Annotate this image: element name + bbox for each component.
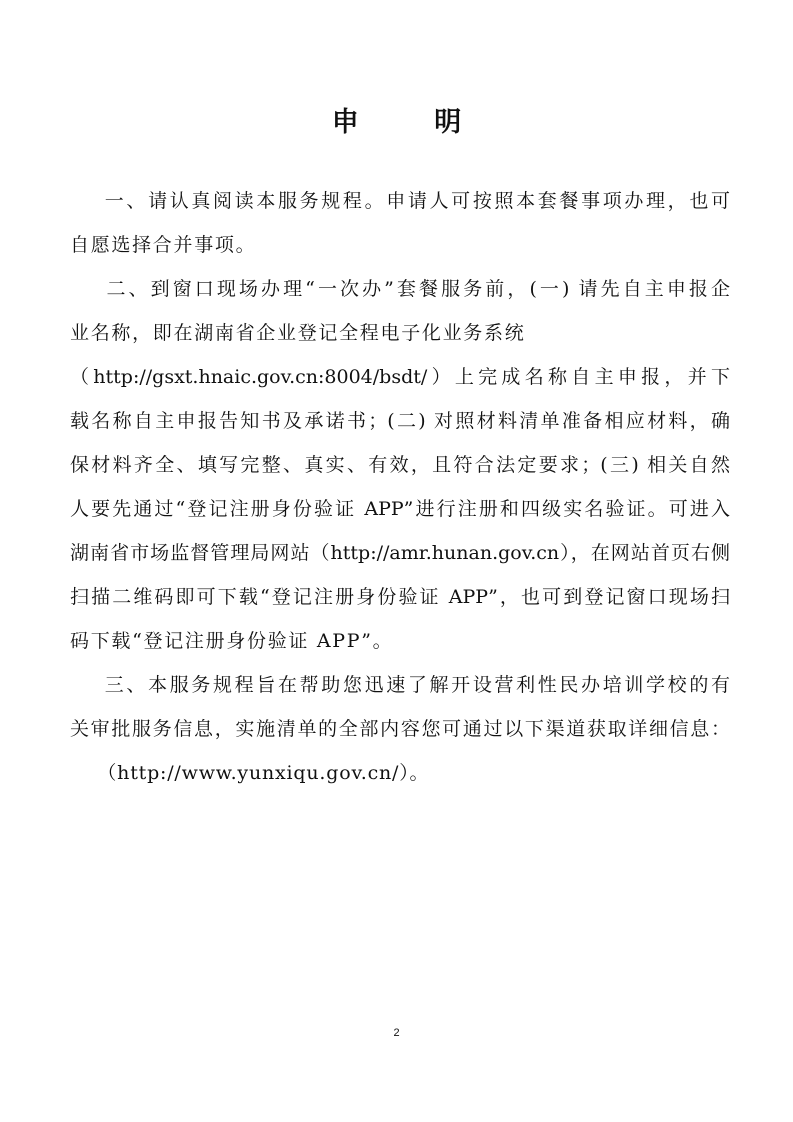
paragraph-2-line-1: 二、到窗口现场办理“一次办”套餐服务前，(一) 请先自主申报企 [70, 278, 730, 300]
paragraph-2-line-8: 扫描二维码即可下载“登记注册身份验证 APP”，也可到登记窗口现场扫 [70, 586, 730, 608]
paragraph-2-line-6: 人要先通过“登记注册身份验证 APP”进行注册和四级实名验证。可进入 [70, 498, 730, 520]
paragraph-2-line-2: 业名称，即在湖南省企业登记全程电子化业务系统 [70, 322, 526, 344]
paragraph-2-line-3: （http://gsxt.hnaic.gov.cn:8004/bsdt/）上完成名称自主申报，并下 [70, 366, 730, 388]
paragraph-2-line-4: 载名称自主申报告知书及承诺书；(二) 对照材料清单准备相应材料，确 [70, 410, 730, 432]
paragraph-3-line-1: 三、本服务规程旨在帮助您迅速了解开设营利性民办培训学校的有 [70, 674, 730, 696]
paragraph-3-line-2: 关审批服务信息，实施清单的全部内容您可通过以下渠道获取详细信息： [70, 718, 730, 740]
page-number: 2 [393, 1027, 400, 1039]
paragraph-2-line-9: 码下载“登记注册身份验证 APP”。 [70, 630, 394, 652]
paragraph-2-line-7: 湖南省市场监督管理局网站（http://amr.hunan.gov.cn），在网站首页右侧 [70, 542, 730, 564]
paragraph-3-line-3: （http://www.yunxiqu.gov.cn/）。 [70, 762, 430, 784]
paragraph-1-line-2: 自愿选择合并事项。 [70, 234, 257, 256]
paragraph-1-line-1: 一、请认真阅读本服务规程。申请人可按照本套餐事项办理，也可 [70, 190, 730, 212]
paragraph-2-line-5: 保材料齐全、填写完整、真实、有效，且符合法定要求；(三) 相关自然 [70, 454, 730, 476]
page-title: 申 明 [331, 107, 495, 138]
